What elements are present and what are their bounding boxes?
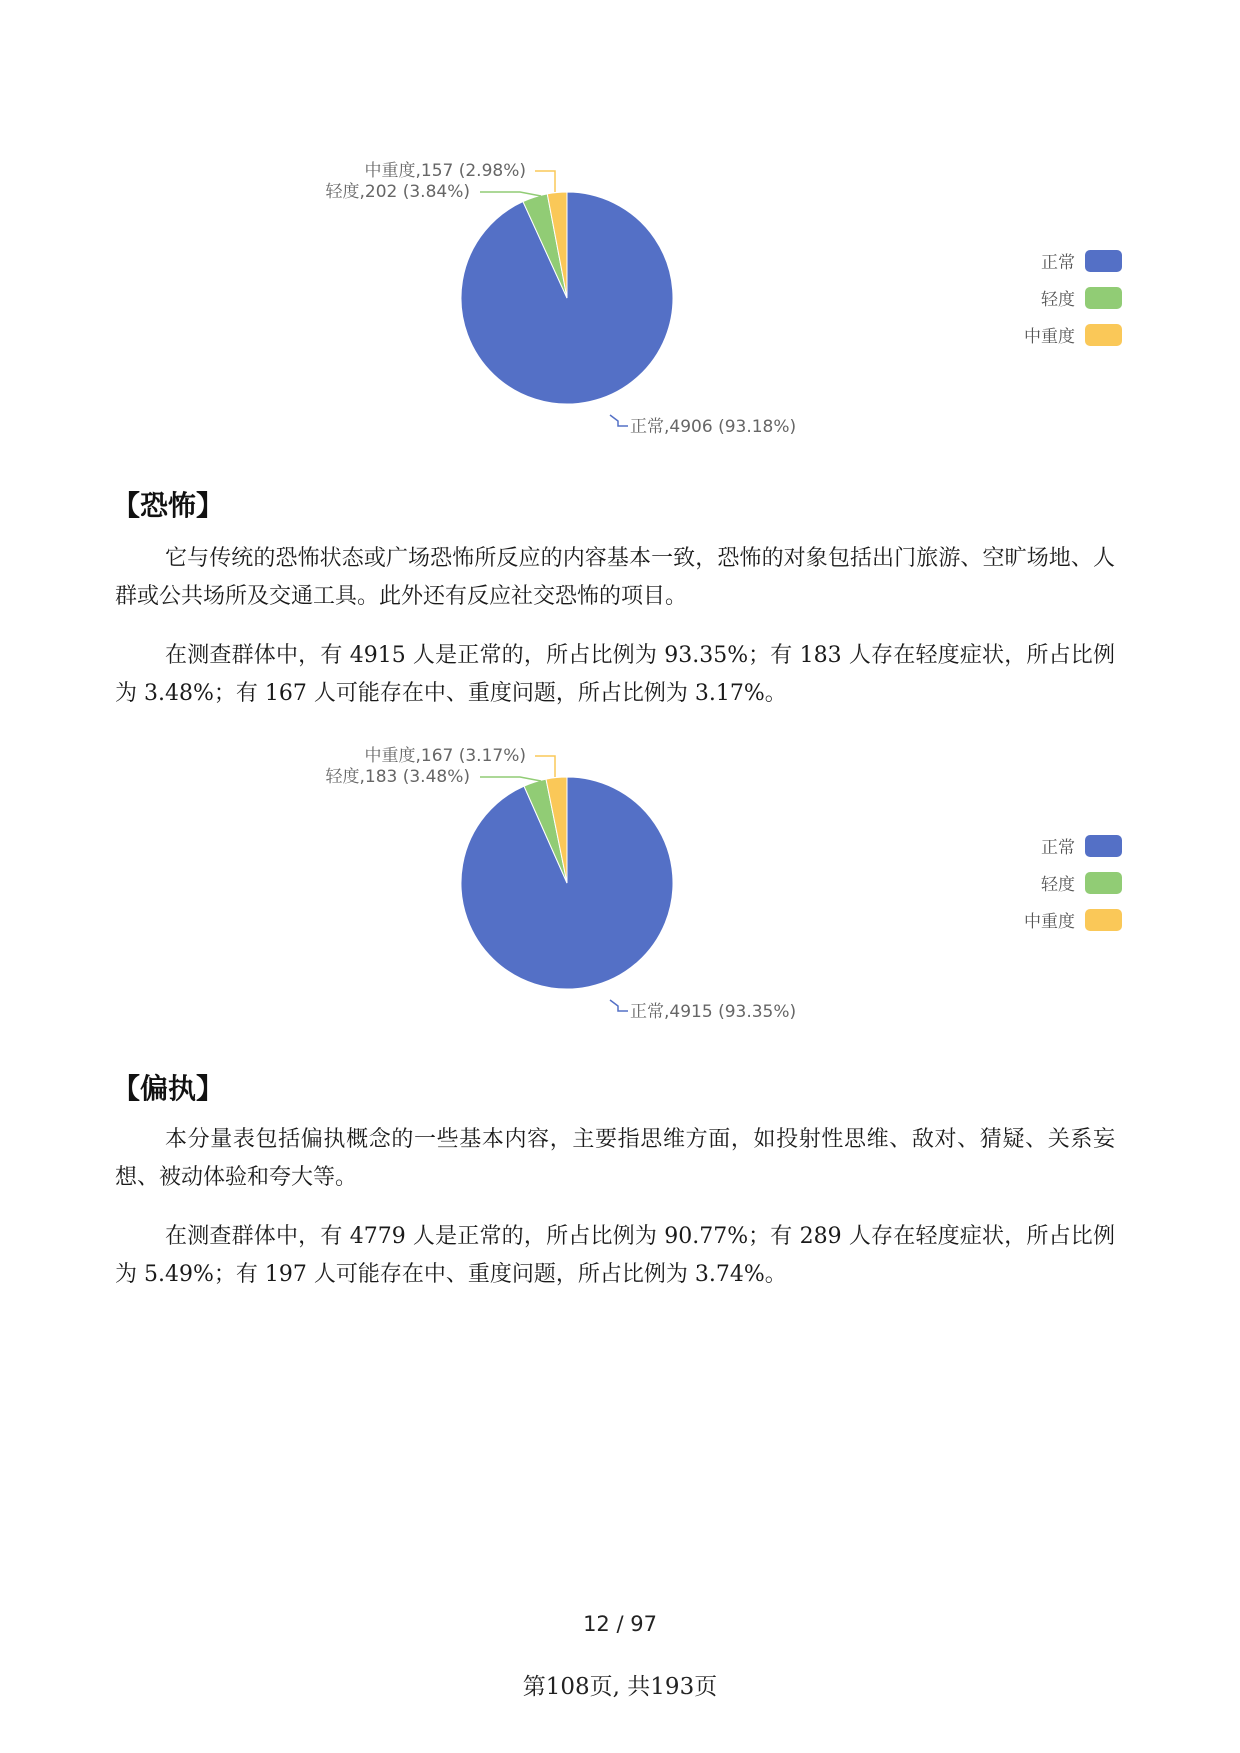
label-leader-line <box>610 1000 628 1011</box>
legend-label: 轻度 <box>1041 290 1075 310</box>
paragraph-fear-statistics: 在测查群体中，有 4915 人是正常的，所占比例为 93.35%；有 183 人存在轻度症状，所占比例为 3.48%；有 167 人可能存在中、重度问题，所占比例为 3.17%。 <box>115 643 1115 706</box>
pie-data-label: 轻度,202 (3.84%) <box>325 182 470 202</box>
legend-item-normal <box>922 242 1122 279</box>
paragraph-paranoia-statistics: 在测查群体中，有 4779 人是正常的，所占比例为 90.77%；有 289 人存在轻度症状，所占比例为 5.49%；有 197 人可能存在中、重度问题，所占比例为 3.74%。 <box>115 1224 1115 1287</box>
pie-chart-1 <box>0 145 1240 465</box>
pie-data-label: 正常,4906 (93.18%) <box>630 417 797 437</box>
legend-swatch <box>1085 324 1122 346</box>
legend-swatch <box>1085 835 1122 857</box>
label-leader-line <box>480 777 541 781</box>
legend-swatch <box>1085 250 1122 272</box>
label-leader-line <box>535 756 555 777</box>
legend-item-normal <box>922 827 1122 864</box>
paragraph-fear-description: 它与传统的恐怖状态或广场恐怖所反应的内容基本一致，恐怖的对象包括出门旅游、空旷场地、人群或公共场所及交通工具。此外还有反应社交恐怖的项目。 <box>115 546 1115 609</box>
label-leader-line <box>610 415 628 426</box>
legend-item-severe <box>922 901 1122 938</box>
legend-label: 轻度 <box>1041 875 1075 895</box>
legend-swatch <box>1085 872 1122 894</box>
pie-data-label: 中重度,167 (3.17%) <box>364 746 526 766</box>
legend-label: 中重度 <box>1024 327 1075 347</box>
legend-swatch <box>1085 287 1122 309</box>
legend-item-mild <box>922 864 1122 901</box>
legend-label: 正常 <box>1041 838 1075 858</box>
paragraph-paranoia-description: 本分量表包括偏执概念的一些基本内容，主要指思维方面，如投射性思维、敌对、猜疑、关系妄想、被动体验和夸大等。 <box>115 1127 1115 1190</box>
section-heading-paranoia: 【偏执】 <box>112 1072 225 1105</box>
chart-legend-1 <box>922 242 1122 353</box>
chart-legend-2 <box>922 827 1122 938</box>
page-number: 12 / 97 <box>583 1612 657 1636</box>
label-leader-line <box>535 171 555 192</box>
legend-item-mild <box>922 279 1122 316</box>
legend-label: 正常 <box>1041 253 1075 273</box>
label-leader-line <box>480 192 541 196</box>
legend-item-severe <box>922 316 1122 353</box>
pie-data-label: 正常,4915 (93.35%) <box>630 1002 797 1022</box>
section-heading-fear: 【恐怖】 <box>112 489 225 522</box>
pie-data-label: 轻度,183 (3.48%) <box>325 767 470 787</box>
legend-swatch <box>1085 909 1122 931</box>
page-footer-info: 第108页, 共193页 <box>522 1674 718 1700</box>
legend-label: 中重度 <box>1024 912 1075 932</box>
pie-chart-2 <box>0 730 1240 1050</box>
pie-data-label: 中重度,157 (2.98%) <box>364 161 526 181</box>
